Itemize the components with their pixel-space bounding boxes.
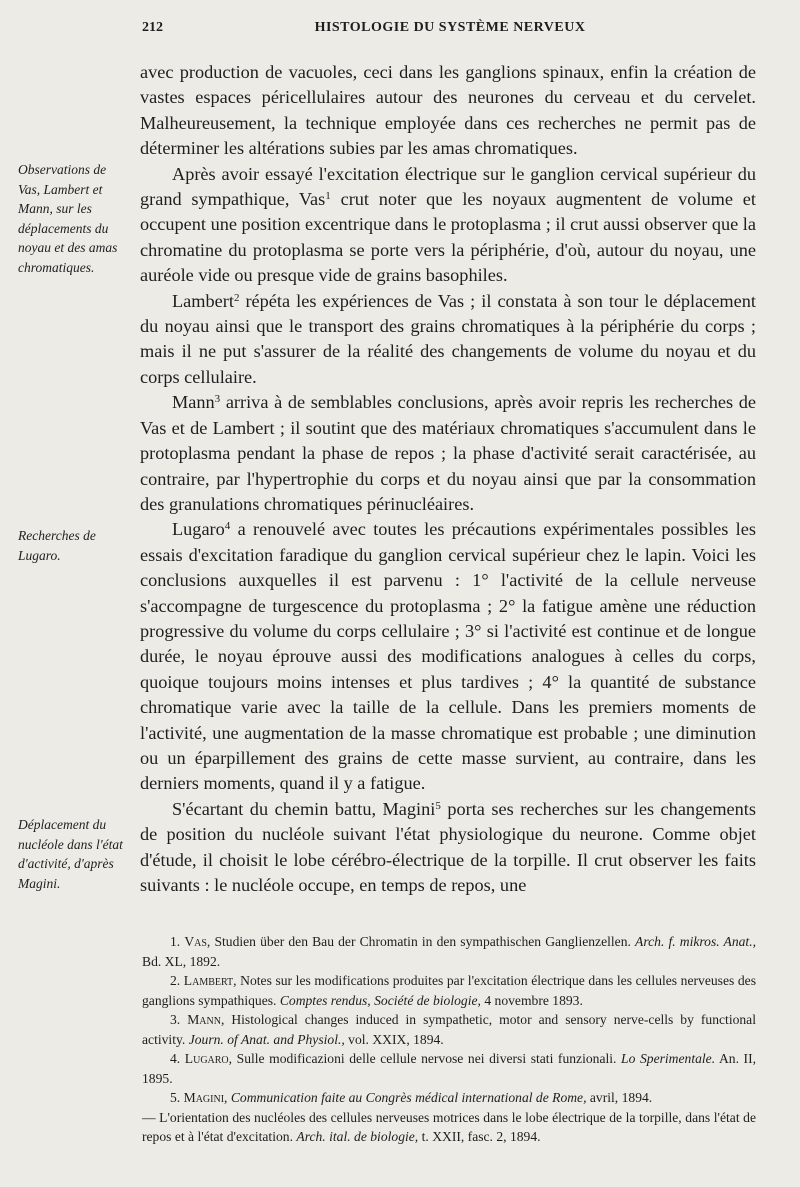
footnote-5-continuation: — L'orientation des nucléoles des cellules nerveuses motrices dans le lobe électrique de la torpille, dans l'état de repos et à l'état d'excitation. Arch. ital. de biologie, t. XXII, fasc. 2, 1894. [142, 1109, 756, 1144]
footnote-ref-1: 1 [325, 190, 331, 203]
page-header [142, 20, 758, 42]
margin-note-magini: Déplacement du nucléole dans l'état d'activité, d'après Magini. [18, 817, 123, 891]
footnote-ref-3: 3 [214, 393, 221, 406]
paragraph-lugaro: Lugaro$^4$ a renouvelé avec toutes les précautions expérimentales possibles les essais d'excitation faradique du ganglion cervical supérieur chez le lapin. Voici les conclusions auxquelles il est parvenu : 1° l'activité de la cellule nerveuse s'accompagne de turgescence du protoplasma ; 2° la fatigue amène une réduction progressive du volume du corps cellulaire ; 3° si l'activité est continue et de longue durée, le noyau éprouve aussi des modifications analogues à celles du corps, quoique toujours moins intenses et plus tardives ; 4° la quantité de substance chromatique varie avec la taille de la cellule. Dans les premiers moments de l'activité, une augmentation de la masse chromatique est probable ; une diminution ou un éparpillement des grains de cette masse survient, au contraire, dans les derniers moments, quand il y a fatigue. [140, 519, 756, 794]
main-text [140, 60, 756, 898]
page-number: 212 [142, 20, 163, 35]
paragraph-vas: Après avoir essayé l'excitation électrique sur le ganglion cervical supérieur du grand sympathique, Vas$^1$ crut noter que les noyaux augmentent de volume et occupent une position excentrique dans le protoplasma ; il crut aussi observer que la chromatine du protoplasma se porte vers la périphérie, d'où, autour du noyau, une auréole vide ou presque vide de grains basophiles. [140, 163, 756, 286]
footnote-ref-2: 2 [233, 291, 240, 304]
footnote-2: 2. Lambert, Notes sur les modifications produites par l'excitation électrique dans les cellules nerveuses des ganglions sympathiques. Comptes rendus, Société de biologie, 4 novembre 1893. [142, 973, 756, 1008]
margin-note-vas-lambert-mann: Observations de Vas, Lambert et Mann, sur les déplacements du noyau et des amas chromatiques. [18, 162, 118, 275]
footnote-3: 3. Mann, Histological changes induced in sympathetic, motor and sensory nerve-cells by functional activity. Journ. of Anat. and Physiol., vol. XXIX, 1894. [142, 1012, 756, 1047]
footnote-ref-5: 5 [435, 799, 441, 812]
footnote-ref-4: 4 [224, 520, 231, 533]
running-title: HISTOLOGIE DU SYSTÈME NERVEUX [314, 20, 586, 35]
footnotes [142, 932, 756, 1147]
footnote-1: 1. Vas, Studien über den Bau der Chromatin in den sympathischen Ganglienzellen. Arch. f. mikros. Anat., Bd. XL, 1892. [142, 934, 757, 969]
footnote-4: 4. Lugaro, Sulle modificazioni delle cellule nervose nei diversi stati funzionali. Lo Sperimentale. An. II, 1895. [142, 1051, 757, 1086]
paragraph-mann: Mann$^3$ arriva à de semblables conclusions, après avoir repris les recherches de Vas et de Lambert ; il soutint que des matériaux chromatiques s'accumulent dans le protoplasma pendant la phase de repos ; la phase d'activité serait caractérisée, au contraire, par l'hypertrophie du corps et du noyau ainsi que par la consommation des granulations chromatiques périnucléaires. [140, 392, 756, 514]
footnote-5: 5. Magini, Communication faite au Congrès médical international de Rome, avril, 1894. [170, 1090, 653, 1105]
margin-note-lugaro: Recherches de Lugaro. [18, 528, 96, 563]
paragraph-magini: S'écartant du chemin battu, Magini$^5$ porta ses recherches sur les changements de position du nucléole suivant l'état physiologique du neurone. Comme objet d'étude, il choisit le lobe cérébro-électrique de la torpille. Il crut observer les faits suivants : le nucléole occupe, en temps de repos, une [140, 798, 756, 895]
paragraph-continuation: avec production de vacuoles, ceci dans les ganglions spinaux, enfin la création de vastes espaces péricellulaires autour des neurones du cerveau et du cervelet. Malheureusement, la technique employée dans ces recherches ne permit pas de déterminer les altérations subies par les amas chromatiques. [140, 62, 756, 159]
paragraph-lambert: Lambert$^2$ répéta les expériences de Vas ; il constata à son tour le déplacement du noyau ainsi que le transport des grains chromatiques à la périphérie du corps ; mais il ne put s'assurer de la réalité des changements de volume du noyau et du corps cellulaire. [140, 290, 756, 387]
